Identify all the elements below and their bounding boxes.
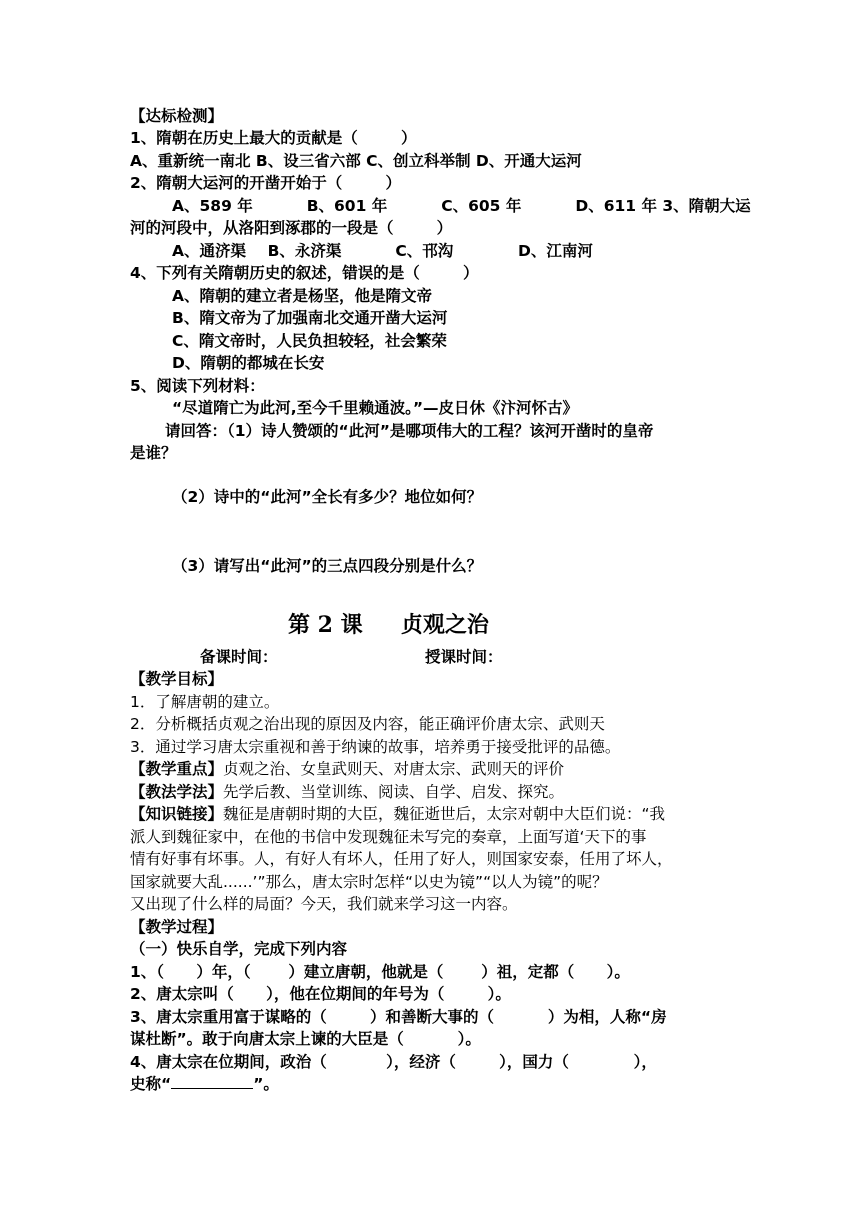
question-5-ask-1: 请回答：（1）诗人赞颂的“此河”是哪项伟大的工程？该河开凿时的皇帝 xyxy=(165,422,654,440)
question-1: 1、隋朝在历史上最大的贡献是（ ） xyxy=(130,129,417,147)
fill-question-4-prefix: 史称“ xyxy=(130,1075,172,1093)
question-5-ask-2: （2）诗中的“此河”全长有多少？地位如何？ xyxy=(172,488,483,506)
prep-time-label: 备课时间： xyxy=(200,648,278,666)
fill-question-2: 2、唐太宗叫（ ），他在位期间的年号为（ ）。 xyxy=(130,985,511,1003)
question-3-options: A、通济渠 B、永济渠 C、邗沟 D、江南河 xyxy=(172,242,593,260)
lesson-title: 第 2 课 贞观之治 xyxy=(288,612,489,638)
question-3-continued: 河的河段中，从洛阳到涿郡的一段是（ ） xyxy=(130,219,453,237)
answer-blank xyxy=(171,1074,253,1089)
goal-1: 1．了解唐朝的建立。 xyxy=(130,693,280,711)
question-4-option-c: C、隋文帝时，人民负担较轻，社会繁荣 xyxy=(172,332,447,350)
question-4: 4、下列有关隋朝历史的叙述，错误的是（ ） xyxy=(130,264,479,282)
fill-question-4-continued xyxy=(130,1073,279,1095)
question-5-quote: “尽道隋亡为此河,至今千里赖通波。”—皮日休《汴河怀古》 xyxy=(172,399,579,417)
knowledge-link-text-3: 情有好事有坏事。人，有好人有坏人，任用了好人，则国家安泰，任用了坏人， xyxy=(130,850,673,868)
knowledge-link-text-4: 国家就要大乱......’”那么，唐太宗时怎样“以史为镜”“以人为镜”的呢？ xyxy=(130,873,608,891)
knowledge-link-text-1: 魏征是唐朝时期的大臣，魏征逝世后，太宗对朝中大臣们说：“我 xyxy=(223,805,666,823)
fill-question-1: 1、（ ）年，（ ）建立唐朝，他就是（ ）祖，定都（ ）。 xyxy=(130,963,630,981)
teaching-method xyxy=(130,781,564,803)
fill-question-3-continued: 谋杜断”。敢于向唐太宗上谏的大臣是（ ）。 xyxy=(130,1030,481,1048)
question-2-options: A、589 年 B、601 年 C、605 年 D、611 年 3、隋朝大运 xyxy=(172,197,751,215)
question-5-ask-1-continued: 是谁？ xyxy=(130,444,177,462)
teaching-focus xyxy=(130,758,564,780)
part-1-heading: （一）快乐自学，完成下列内容 xyxy=(130,940,348,958)
question-4-option-d: D、隋朝的都城在长安 xyxy=(172,354,325,372)
knowledge-link-text-2: 派人到魏征家中，在他的书信中发现魏征未写完的奏章，上面写道‘天下的事 xyxy=(130,828,647,846)
question-1-options: A、重新统一南北 B、设三省六部 C、创立科举制 D、开通大运河 xyxy=(130,152,582,170)
question-5-ask-3: （3）请写出“此河”的三点四段分别是什么？ xyxy=(172,557,483,575)
teaching-focus-label: 【教学重点】 xyxy=(130,760,224,778)
teaching-method-label: 【教法学法】 xyxy=(130,783,224,801)
knowledge-link-text-5: 又出现了什么样的局面？今天，我们就来学习这一内容。 xyxy=(130,895,518,913)
fill-question-4-suffix: ”。 xyxy=(253,1075,279,1093)
section-heading-assessment: 【达标检测】 xyxy=(130,107,224,125)
fill-question-4: 4、唐太宗在位期间，政治（ ），经济（ ），国力（ ）， xyxy=(130,1053,657,1071)
teaching-focus-text: 贞观之治、女皇武则天、对唐太宗、武则天的评价 xyxy=(223,760,565,778)
goal-2: 2．分析概括贞观之治出现的原因及内容，能正确评价唐太宗、武则天 xyxy=(130,715,605,733)
knowledge-link xyxy=(130,803,665,825)
teaching-process-heading: 【教学过程】 xyxy=(130,918,224,936)
teaching-method-text: 先学后教、当堂训练、阅读、自学、启发、探究。 xyxy=(223,783,565,801)
goal-3: 3．通过学习唐太宗重视和善于纳谏的故事，培养勇于接受批评的品德。 xyxy=(130,738,621,756)
teaching-goals-heading: 【教学目标】 xyxy=(130,670,224,688)
question-5: 5、阅读下列材料： xyxy=(130,377,265,395)
question-2: 2、隋朝大运河的开凿开始于（ ） xyxy=(130,174,401,192)
knowledge-link-label: 【知识链接】 xyxy=(130,805,224,823)
question-4-option-b: B、隋文帝为了加强南北交通开凿大运河 xyxy=(172,309,448,327)
question-4-option-a: A、隋朝的建立者是杨坚，他是隋文帝 xyxy=(172,287,432,305)
teach-time-label: 授课时间： xyxy=(425,648,503,666)
fill-question-3: 3、唐太宗重用富于谋略的（ ）和善断大事的（ ）为相，人称“房 xyxy=(130,1008,667,1026)
